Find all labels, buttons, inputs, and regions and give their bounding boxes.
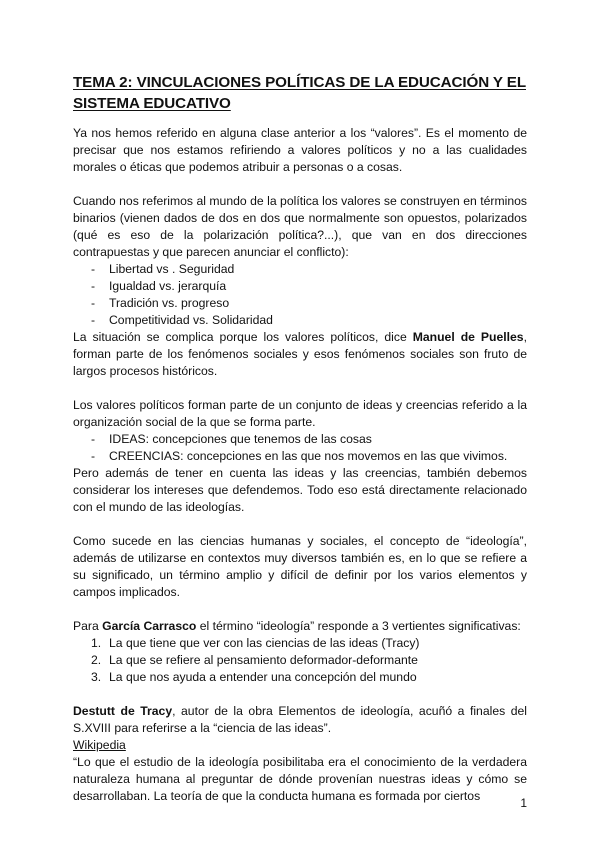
list-item: 1. La que tiene que ver con las ciencias de las ideas (Tracy) bbox=[91, 636, 420, 650]
author-name: Manuel de Puelles bbox=[412, 330, 524, 344]
paragraph-puelles: La situación se complica porque los valores políticos, dice Manuel de Puelles, forman parte de los fenómenos sociales y esos fenómenos sociales son fruto de largos procesos históricos. bbox=[73, 330, 527, 378]
author-name: Destutt de Tracy bbox=[73, 704, 173, 718]
list-item: - CREENCIAS: concepciones en las que nos movemos en las que vivimos. bbox=[91, 448, 527, 465]
paragraph-destutt: Destutt de Tracy, autor de la obra Elementos de ideología, acuñó a finales del S.XVIII para referirse a la “ciencia de las ideas”. bbox=[73, 704, 527, 735]
paragraph-valores-intro: Ya nos hemos referido en alguna clase anterior a los “valores”. Es el momento de precisar que nos estamos refiriendo a valores políticos y no a las cualidades morales o éticas que podemos atribuir a personas o a cosas. bbox=[73, 126, 527, 174]
list-item: - Libertad vs . Seguridad bbox=[91, 261, 527, 278]
paragraph-garcia-carrasco: Para García Carrasco el término “ideología” responde a 3 vertientes significativas: bbox=[73, 619, 521, 633]
wikipedia-link[interactable]: Wikipedia bbox=[73, 738, 126, 752]
dash-list-valores bbox=[73, 261, 527, 329]
paragraph-cita-ideologia: “Lo que el estudio de la ideología posibilitaba era el conocimiento de la verdadera naturaleza humana al preguntar de dónde provenían nuestras ideas y cómo se desarrollaban. La teoría de que la conducta humana es formada por ciertos bbox=[73, 755, 527, 803]
list-item: 3. La que nos ayuda a entender una concepción del mundo bbox=[91, 670, 417, 684]
list-item: - IDEAS: concepciones que tenemos de las cosas bbox=[91, 431, 527, 448]
numbered-list-vertientes bbox=[73, 635, 527, 686]
paragraph-ideologia-concepto: Como sucede en las ciencias humanas y sociales, el concepto de “ideología”, además de utilizarse en contextos muy diversos también es, en lo que se refiere a su significado, un término amplio y difícil de definir por los varios elementos y campos implicados. bbox=[73, 534, 527, 599]
author-name: García Carrasco bbox=[102, 619, 197, 633]
paragraph-ideas-creencias: Los valores políticos forman parte de un conjunto de ideas y creencias referido a la organización social de la que se forma parte. bbox=[73, 398, 527, 429]
page-number: 1 bbox=[520, 796, 527, 810]
document-title: TEMA 2: VINCULACIONES POLÍTICAS DE LA EDUCACIÓN Y EL SISTEMA EDUCATIVO bbox=[73, 74, 526, 112]
document-page bbox=[73, 72, 527, 805]
dash-list-ideas bbox=[73, 431, 527, 465]
list-item: - Igualdad vs. jerarquía bbox=[91, 278, 527, 295]
paragraph-intereses: Pero además de tener en cuenta las ideas y las creencias, también debemos considerar los intereses que defendemos. Todo eso está directamente relacionado con el mundo de las ideologías. bbox=[73, 466, 527, 514]
list-item: - Competitividad vs. Solidaridad bbox=[91, 312, 527, 329]
list-item: - Tradición vs. progreso bbox=[91, 295, 527, 312]
paragraph-valores-binarios: Cuando nos referimos al mundo de la política los valores se construyen en términos binarios (vienen dados de dos en dos que normalmente son opuestos, polarizados (qué es eso de la polarización política?...), que van en dos direcciones contrapuestas y que parecen anunciar el conflicto): bbox=[73, 194, 527, 259]
list-item: 2. La que se refiere al pensamiento deformador-deformante bbox=[91, 653, 418, 667]
